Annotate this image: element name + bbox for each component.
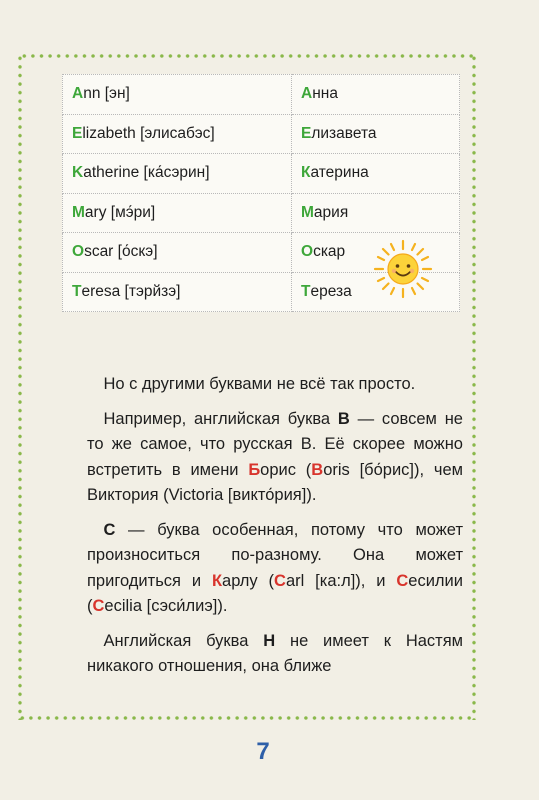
english-name-cell: Ann [эн] — [63, 75, 292, 115]
paragraph-2: Например, английская буква B — совсем не то же самое, что русская В. Её скорее можно встретить в имени Борис (Boris [бо́рис]), чем Виктория (Victoria [викто́рия]). — [87, 409, 463, 504]
russian-name-cell: Оскар — [292, 233, 460, 273]
russian-name-cell: Анна — [292, 75, 460, 115]
dotted-frame-top — [20, 54, 476, 58]
table-row — [63, 114, 460, 154]
russian-name-cell: Катерина — [292, 154, 460, 194]
table-row — [63, 75, 460, 115]
dotted-frame-right — [472, 54, 476, 720]
page-number: 7 — [256, 738, 270, 765]
table-row — [63, 154, 460, 194]
english-name-cell: Oscar [о́скэ] — [63, 233, 292, 273]
english-name-cell: Teresa [тэрйзэ] — [63, 272, 292, 312]
smiling-sun-icon — [372, 238, 434, 300]
english-name-cell: Katherine [ка́сэрин] — [63, 154, 292, 194]
russian-name-cell: Тереза — [292, 272, 460, 312]
paragraph-1: Но с другими буквами не всё так просто. — [103, 375, 416, 393]
paragraph-4: Английская буква H не имеет к Настям никакого отношения, она ближе — [87, 631, 463, 675]
dotted-frame-bottom — [18, 716, 476, 720]
dotted-frame-left — [18, 54, 22, 720]
russian-name-cell: Мария — [292, 193, 460, 233]
body-text — [87, 372, 463, 689]
russian-name-cell: Елизавета — [292, 114, 460, 154]
english-name-cell: Elizabeth [элисабэс] — [63, 114, 292, 154]
table-row — [63, 193, 460, 233]
english-name-cell: Mary [мэ́ри] — [63, 193, 292, 233]
paragraph-3: C — буква особенная, потому что может произноситься по-разному. Она может пригодиться и Карлу (Carl [ка:л]), и Сесилии (Cecilia [сэси́лиэ]). — [87, 520, 463, 615]
